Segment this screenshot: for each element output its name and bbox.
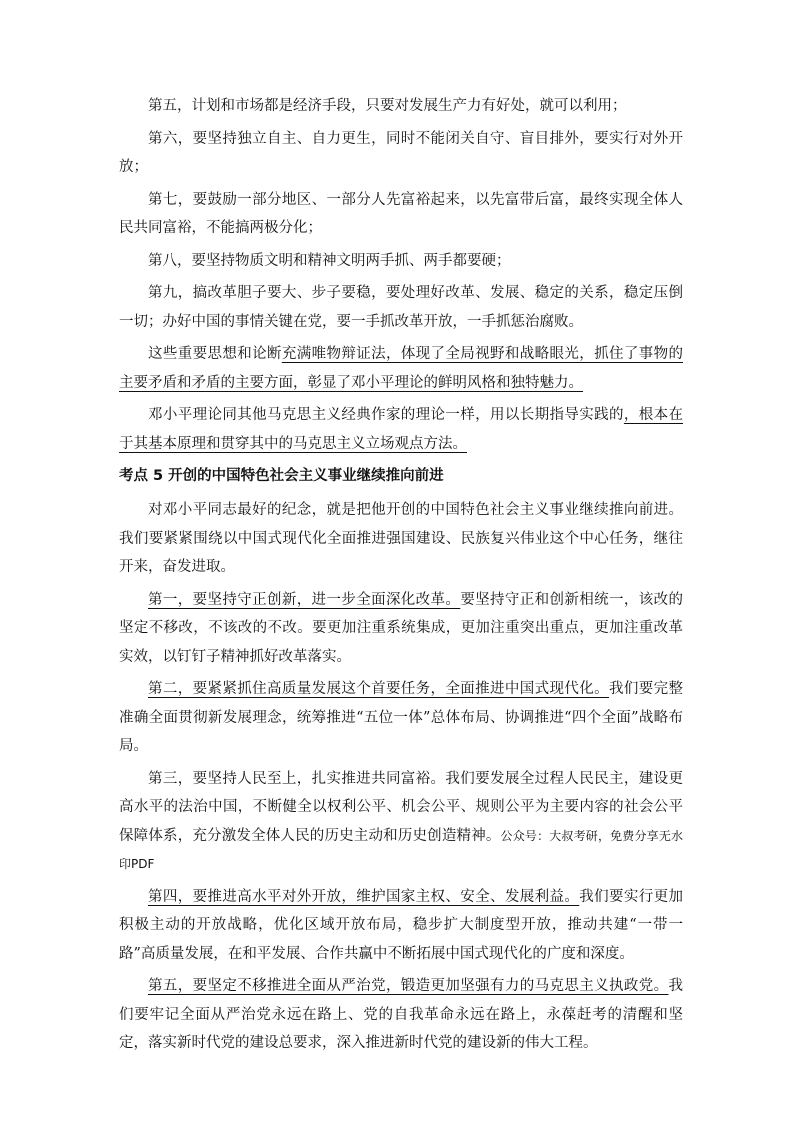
paragraph-fifth: 第五，计划和市场都是经济手段，只要对发展生产力有好处，就可以利用； xyxy=(148,98,627,114)
paragraph-ninth: 第九，搞改革胆子要大、步子要稳，要处理好改革、发展、稳定的关系，稳定压倒一切；办好中国的事情关键在党，要一手抓改革开放，一手抓惩治腐败。 xyxy=(119,285,683,330)
paragraph-seventh: 第七，要鼓励一部分地区、一部分人先富裕起来，以先富带后富，最终实现全体人民共同富裕，不能搞两极分化； xyxy=(119,191,683,236)
first-underlined: 第一，要坚持守正创新，进一步全面深化改革。 xyxy=(148,591,461,608)
fifth-rest: 我们要牢记全面从严治党永远在路上、党的自我革命永远在路上，永葆赶考的清醒和坚定，落实新时代党的建设总要求，深入推进新时代党的建设新的伟大工程。 xyxy=(119,978,683,1051)
watermark-text: 公众号：大叔考研，免费分享无水印PDF xyxy=(119,828,683,871)
root-underlined: ，根本在于其基本原理和贯穿其中的马克思主义立场观点方法。 xyxy=(119,407,684,452)
first-rest: 要坚持守正和创新相统一，该改的坚定不移改，不该改的不改。要更加注重系统集成，更加注重突出重点，更加注重改革实效，以钉钉子精神抓好改革落实。 xyxy=(119,591,684,665)
paragraph-root xyxy=(119,401,683,458)
paragraph-summary xyxy=(119,340,683,397)
paragraph-intro: 对邓小平同志最好的纪念，就是把他开创的中国特色社会主义事业继续推向前进。我们要紧紧围绕以中国式现代化全面推进强国建设、民族复兴伟业这个中心任务，继往开来，奋发进取。 xyxy=(119,502,683,575)
summary-lead: 这些重要思想和论断 xyxy=(148,346,282,362)
fourth-rest: 我们要实行更加积极主动的开放战略，优化区域开放布局，稳步扩大制度型开放，推动共建“一带一路”高质量发展，在和平发展、合作共赢中不断拓展中国式现代化的广度和深度。 xyxy=(119,888,684,962)
summary-underlined: 充满唯物辩证法，体现了全局视野和战略眼光，抓住了事物的主要矛盾和矛盾的主要方面，彰显了邓小平理论的鲜明风格和独特魅力。 xyxy=(119,346,683,391)
paragraph-first xyxy=(119,586,683,672)
paragraph-second xyxy=(119,675,683,761)
paragraph-fourth xyxy=(119,883,683,969)
fifth-underlined: 第五，要坚定不移推进全面从严治党，锻造更加坚强有力的马克思主义执政党。 xyxy=(148,978,669,994)
section-heading: 考点 5 开创的中国特色社会主义事业继续推向前进 xyxy=(119,468,444,484)
second-underlined: 第二，要紧紧抓住高质量发展这个首要任务，全面推进中国式现代化。 xyxy=(148,681,610,697)
paragraph-fifth-task xyxy=(119,972,683,1058)
third-text: 第三，要坚持人民至上，扎实推进共同富裕。我们要发展全过程人民民主，建设更高水平的法治中国，不断健全以权利公平、机会公平、规则公平为主要内容的社会公平保障体系，充分激发全体人民的历史主动和历史创造精神。 xyxy=(119,770,683,844)
paragraph-third xyxy=(119,765,683,879)
fourth-underlined: 第四，要推进高水平对外开放，维护国家主权、安全、发展利益。 xyxy=(148,888,580,905)
paragraph-sixth: 第六，要坚持独立自主、自力更生，同时不能闭关自守、盲目排外，要实行对外开放； xyxy=(119,130,683,175)
second-rest: 我们要完整准确全面贯彻新发展理念，统筹推进“五位一体”总体布局、协调推进“四个全面”战略布局。 xyxy=(119,681,684,754)
paragraph-eighth: 第八，要坚持物质文明和精神文明两手抓、两手都要硬； xyxy=(148,252,511,269)
root-lead: 邓小平理论同其他马克思主义经典作家的理论一样，用以长期指导实践的 xyxy=(148,407,624,423)
document-page xyxy=(119,92,683,1058)
